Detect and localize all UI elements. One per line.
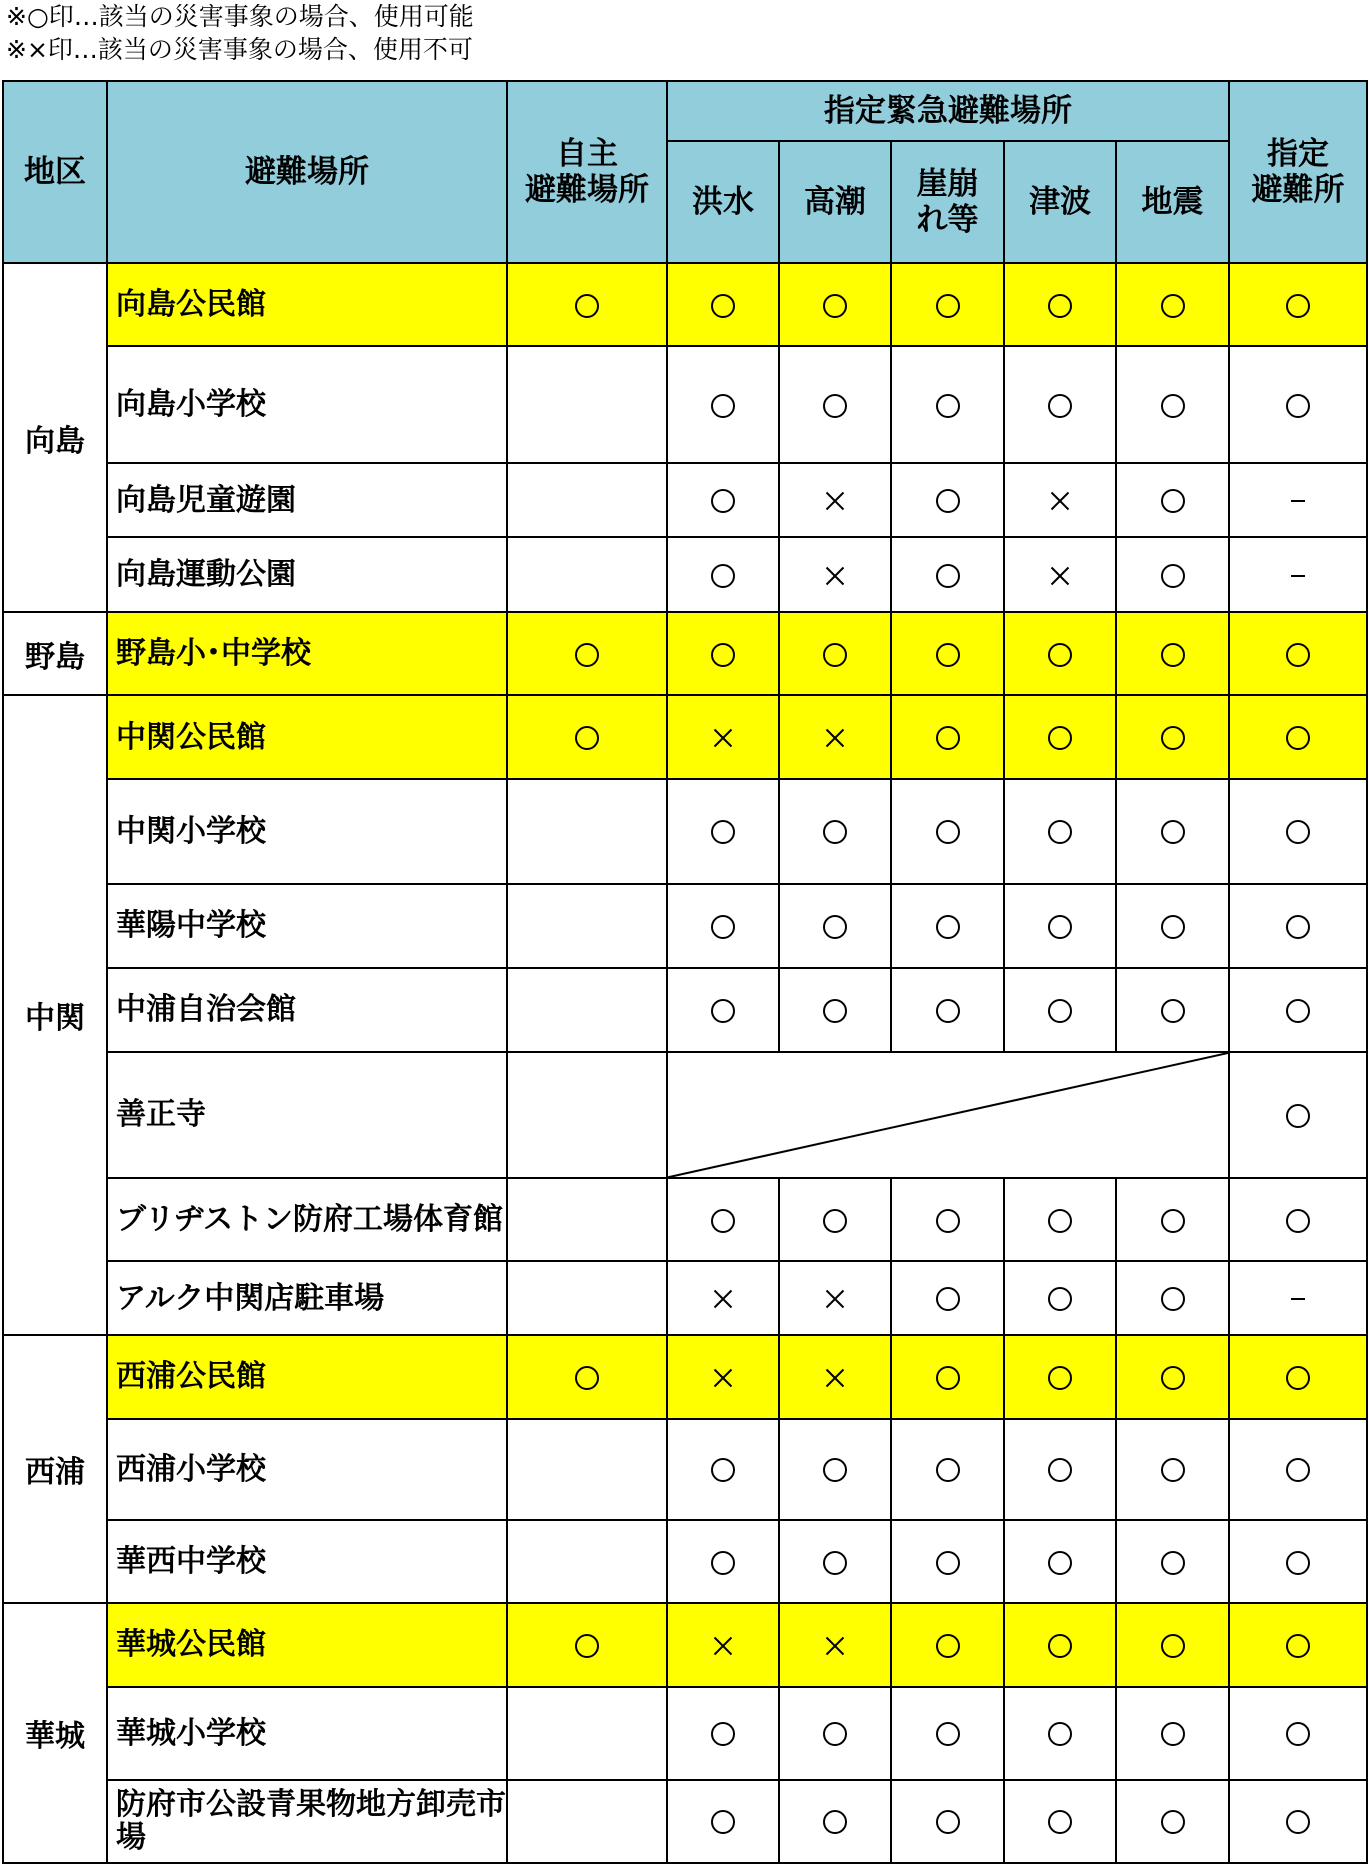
mark-cell-designated	[1229, 1052, 1367, 1178]
circle-mark-icon	[823, 1810, 847, 1834]
header-landslide-line2: れ等	[916, 202, 979, 238]
circle-mark-icon	[936, 999, 960, 1023]
mark-cell-voluntary	[507, 1178, 667, 1261]
shelter-name-cell: 中浦自治会館	[107, 968, 507, 1051]
circle-mark-icon	[711, 643, 735, 667]
circle-mark-icon	[936, 1458, 960, 1482]
circle-mark-icon	[1048, 915, 1072, 939]
dash-mark-icon	[1291, 575, 1305, 577]
header-tsunami: 津波	[1004, 141, 1116, 263]
cross-mark-icon	[823, 489, 847, 513]
table-row	[3, 1780, 1367, 1863]
cross-mark-icon	[1048, 564, 1072, 588]
district-cell: 西浦	[3, 1335, 107, 1603]
mark-cell-tsunami	[1004, 1419, 1116, 1520]
circle-mark-icon	[575, 1366, 599, 1390]
mark-cell-landslide	[891, 1780, 1004, 1863]
mark-cell-high-tide	[779, 1603, 891, 1686]
mark-cell-voluntary	[507, 1261, 667, 1335]
header-shelter	[107, 81, 507, 263]
table-row	[3, 884, 1367, 969]
circle-mark-icon	[1048, 294, 1072, 318]
legend-note-cross: ※×印…該当の災害事象の場合、使用不可	[6, 35, 473, 64]
mark-cell-flood	[667, 968, 779, 1051]
circle-mark-icon	[711, 999, 735, 1023]
circle-mark-icon	[823, 820, 847, 844]
mark-cell-tsunami	[1004, 537, 1116, 612]
mark-cell-designated	[1229, 1335, 1367, 1418]
circle-mark-icon	[1048, 1634, 1072, 1658]
mark-cell-flood	[667, 1687, 779, 1780]
table-row	[3, 1335, 1367, 1418]
circle-mark-icon	[936, 915, 960, 939]
mark-cell-high-tide	[779, 1335, 891, 1418]
mark-cell-high-tide	[779, 612, 891, 695]
mark-cell-tsunami	[1004, 884, 1116, 969]
circle-mark-icon	[1286, 726, 1310, 750]
circle-mark-icon	[1048, 820, 1072, 844]
circle-mark-icon	[1286, 1366, 1310, 1390]
shelter-name-cell: 華城小学校	[107, 1687, 507, 1780]
circle-mark-icon	[1161, 915, 1185, 939]
mark-cell-tsunami	[1004, 1687, 1116, 1780]
circle-mark-icon	[1048, 1551, 1072, 1575]
circle-mark-icon	[936, 489, 960, 513]
circle-mark-icon	[1286, 1551, 1310, 1575]
circle-mark-icon	[711, 1810, 735, 1834]
mark-cell-earthquake	[1116, 612, 1229, 695]
circle-mark-icon	[1048, 1366, 1072, 1390]
table-row	[3, 263, 1367, 346]
mark-cell-designated	[1229, 1687, 1367, 1780]
cross-mark-icon	[823, 1634, 847, 1658]
mark-cell-voluntary	[507, 779, 667, 884]
shelter-name-cell: 向島公民館	[107, 263, 507, 346]
circle-mark-icon	[1161, 999, 1185, 1023]
mark-cell-landslide	[891, 1419, 1004, 1520]
mark-cell-high-tide	[779, 346, 891, 463]
circle-mark-icon	[711, 564, 735, 588]
shelter-name-cell: 向島運動公園	[107, 537, 507, 612]
district-cell: 向島	[3, 263, 107, 612]
mark-cell-high-tide	[779, 537, 891, 612]
circle-mark-icon	[711, 1722, 735, 1746]
mark-cell-high-tide	[779, 968, 891, 1051]
mark-cell-landslide	[891, 612, 1004, 695]
table-row	[3, 1419, 1367, 1520]
mark-cell-voluntary	[507, 1520, 667, 1603]
legend-notes	[6, 0, 474, 66]
table-row	[3, 346, 1367, 463]
circle-mark-icon	[1161, 1209, 1185, 1233]
mark-cell-landslide	[891, 1261, 1004, 1335]
mark-cell-voluntary	[507, 463, 667, 537]
circle-mark-icon	[711, 294, 735, 318]
circle-mark-icon	[711, 915, 735, 939]
mark-cell-designated	[1229, 346, 1367, 463]
shelter-name-cell: 向島児童遊園	[107, 463, 507, 537]
circle-mark-icon	[823, 1458, 847, 1482]
mark-cell-flood	[667, 1178, 779, 1261]
circle-mark-icon	[1048, 643, 1072, 667]
mark-cell-voluntary	[507, 1780, 667, 1863]
circle-mark-icon	[1286, 294, 1310, 318]
mark-cell-flood	[667, 263, 779, 346]
shelter-name-cell: 善正寺	[107, 1052, 507, 1178]
circle-mark-icon	[1048, 1810, 1072, 1834]
mark-cell-voluntary	[507, 884, 667, 969]
circle-mark-icon	[711, 394, 735, 418]
circle-mark-icon	[1286, 394, 1310, 418]
mark-cell-designated	[1229, 968, 1367, 1051]
circle-mark-icon	[936, 726, 960, 750]
mark-cell-earthquake	[1116, 463, 1229, 537]
mark-cell-flood	[667, 1603, 779, 1686]
circle-mark-icon	[1161, 643, 1185, 667]
cross-mark-icon	[711, 1366, 735, 1390]
mark-cell-earthquake	[1116, 1687, 1229, 1780]
mark-cell-landslide	[891, 463, 1004, 537]
shelter-name-cell: 防府市公設青果物地方卸売市場	[107, 1780, 507, 1863]
mark-cell-high-tide	[779, 1178, 891, 1261]
mark-cell-designated	[1229, 779, 1367, 884]
circle-mark-icon	[1048, 394, 1072, 418]
mark-cell-designated	[1229, 463, 1367, 537]
shelter-name-cell: 西浦公民館	[107, 1335, 507, 1418]
mark-cell-earthquake	[1116, 1178, 1229, 1261]
mark-cell-designated	[1229, 1261, 1367, 1335]
mark-cell-landslide	[891, 884, 1004, 969]
mark-cell-earthquake	[1116, 695, 1229, 778]
mark-cell-voluntary	[507, 537, 667, 612]
cross-mark-icon	[711, 726, 735, 750]
table-row	[3, 463, 1367, 537]
circle-mark-icon	[1161, 294, 1185, 318]
mark-cell-flood	[667, 346, 779, 463]
circle-mark-icon	[1048, 1209, 1072, 1233]
circle-mark-icon	[1161, 564, 1185, 588]
mark-cell-tsunami	[1004, 968, 1116, 1051]
circle-mark-icon	[1048, 999, 1072, 1023]
shelter-name-cell: 華西中学校	[107, 1520, 507, 1603]
header-flood: 洪水	[667, 141, 779, 263]
header-designated-emergency: 指定緊急避難場所	[667, 81, 1229, 141]
mark-cell-earthquake	[1116, 1780, 1229, 1863]
diagonal-line-icon	[668, 1053, 1228, 1177]
mark-cell-high-tide	[779, 263, 891, 346]
mark-cell-flood	[667, 1419, 779, 1520]
header-district: 地区	[3, 81, 107, 263]
mark-cell-tsunami	[1004, 612, 1116, 695]
shelter-name-cell: 中関公民館	[107, 695, 507, 778]
circle-mark-icon	[1161, 726, 1185, 750]
circle-mark-icon	[711, 1209, 735, 1233]
dash-mark-icon	[1291, 1298, 1305, 1300]
district-cell: 野島	[3, 612, 107, 695]
mark-cell-flood	[667, 884, 779, 969]
circle-mark-icon	[936, 1551, 960, 1575]
circle-mark-icon	[1286, 1810, 1310, 1834]
circle-mark-icon	[1286, 643, 1310, 667]
mark-cell-voluntary	[507, 346, 667, 463]
circle-mark-icon	[1286, 1458, 1310, 1482]
mark-cell-high-tide	[779, 463, 891, 537]
mark-cell-high-tide	[779, 1419, 891, 1520]
circle-mark-icon	[936, 1722, 960, 1746]
circle-mark-icon	[1048, 726, 1072, 750]
table-row	[3, 779, 1367, 884]
cross-mark-icon	[823, 564, 847, 588]
mark-cell-flood	[667, 779, 779, 884]
cross-mark-icon	[823, 726, 847, 750]
mark-cell-designated	[1229, 884, 1367, 969]
mark-cell-earthquake	[1116, 1261, 1229, 1335]
cross-mark-icon	[711, 1287, 735, 1311]
circle-mark-icon	[575, 643, 599, 667]
mark-cell-high-tide	[779, 779, 891, 884]
mark-cell-landslide	[891, 346, 1004, 463]
header-voluntary	[507, 81, 667, 263]
mark-cell-voluntary	[507, 1687, 667, 1780]
mark-cell-earthquake	[1116, 1603, 1229, 1686]
mark-cell-flood	[667, 1335, 779, 1418]
mark-cell-earthquake	[1116, 1419, 1229, 1520]
circle-mark-icon	[1161, 1458, 1185, 1482]
mark-cell-flood	[667, 537, 779, 612]
circle-mark-icon	[1161, 1634, 1185, 1658]
shelter-name-cell: 華陽中学校	[107, 884, 507, 969]
header-shelter-label: 避難場所	[245, 154, 369, 190]
mark-cell-tsunami	[1004, 346, 1116, 463]
mark-cell-designated	[1229, 1520, 1367, 1603]
mark-cell-voluntary	[507, 263, 667, 346]
circle-mark-icon	[1048, 1287, 1072, 1311]
header-voluntary-line2: 避難場所	[525, 172, 649, 208]
mark-cell-landslide	[891, 263, 1004, 346]
mark-cell-flood	[667, 1520, 779, 1603]
mark-cell-voluntary	[507, 1603, 667, 1686]
circle-mark-icon	[823, 915, 847, 939]
district-cell: 華城	[3, 1603, 107, 1863]
cross-mark-icon	[1048, 489, 1072, 513]
circle-mark-icon	[711, 489, 735, 513]
mark-cell-landslide	[891, 1603, 1004, 1686]
mark-cell-tsunami	[1004, 1780, 1116, 1863]
circle-mark-icon	[575, 1634, 599, 1658]
table-row	[3, 1261, 1367, 1335]
circle-mark-icon	[823, 294, 847, 318]
shelter-name-cell: 野島小･中学校	[107, 612, 507, 695]
mark-cell-flood	[667, 1780, 779, 1863]
mark-cell-high-tide	[779, 695, 891, 778]
circle-mark-icon	[1286, 1722, 1310, 1746]
mark-cell-landslide	[891, 1178, 1004, 1261]
mark-cell-designated	[1229, 1603, 1367, 1686]
mark-cell-high-tide	[779, 1520, 891, 1603]
mark-cell-flood	[667, 695, 779, 778]
mark-cell-flood	[667, 463, 779, 537]
mark-cell-tsunami	[1004, 695, 1116, 778]
circle-mark-icon	[1161, 1366, 1185, 1390]
header-designated	[1229, 81, 1367, 263]
header-designated-line1: 指定	[1267, 136, 1329, 172]
shelter-name-cell: 華城公民館	[107, 1603, 507, 1686]
cross-mark-icon	[823, 1366, 847, 1390]
circle-mark-icon	[936, 1810, 960, 1834]
dash-mark-icon	[1291, 500, 1305, 502]
table-row	[3, 537, 1367, 612]
header-landslide-line1: 崖崩	[916, 166, 979, 202]
mark-cell-tsunami	[1004, 263, 1116, 346]
mark-cell-landslide	[891, 695, 1004, 778]
circle-mark-icon	[1161, 394, 1185, 418]
table-row	[3, 1052, 1367, 1178]
mark-cell-landslide	[891, 1687, 1004, 1780]
circle-mark-icon	[575, 726, 599, 750]
mark-cell-tsunami	[1004, 1520, 1116, 1603]
mark-cell-voluntary	[507, 1419, 667, 1520]
circle-mark-icon	[711, 820, 735, 844]
mark-cell-landslide	[891, 1520, 1004, 1603]
mark-cell-landslide	[891, 968, 1004, 1051]
mark-cell-earthquake	[1116, 884, 1229, 969]
circle-mark-icon	[1286, 1104, 1310, 1128]
shelter-name-cell: 中関小学校	[107, 779, 507, 884]
mark-cell-earthquake	[1116, 537, 1229, 612]
district-cell: 中関	[3, 695, 107, 1335]
mark-cell-earthquake	[1116, 263, 1229, 346]
mark-cell-tsunami	[1004, 1178, 1116, 1261]
mark-cell-voluntary	[507, 1052, 667, 1178]
circle-mark-icon	[1161, 1810, 1185, 1834]
mark-cell-earthquake	[1116, 779, 1229, 884]
header-earthquake: 地震	[1116, 141, 1229, 263]
table-row	[3, 695, 1367, 778]
circle-mark-icon	[936, 1366, 960, 1390]
circle-mark-icon	[823, 643, 847, 667]
circle-mark-icon	[936, 820, 960, 844]
mark-cell-tsunami	[1004, 1335, 1116, 1418]
table-row	[3, 1178, 1367, 1261]
mark-cell-designated	[1229, 1780, 1367, 1863]
mark-cell-voluntary	[507, 1335, 667, 1418]
not-applicable-diagonal-cell	[667, 1052, 1229, 1178]
header-voluntary-line1: 自主	[556, 136, 618, 172]
mark-cell-high-tide	[779, 1780, 891, 1863]
circle-mark-icon	[936, 1287, 960, 1311]
circle-mark-icon	[1048, 1722, 1072, 1746]
table-body	[3, 263, 1367, 1863]
table-row	[3, 1603, 1367, 1686]
mark-cell-earthquake	[1116, 346, 1229, 463]
mark-cell-earthquake	[1116, 968, 1229, 1051]
circle-mark-icon	[823, 1551, 847, 1575]
circle-mark-icon	[823, 1722, 847, 1746]
circle-mark-icon	[1161, 1722, 1185, 1746]
shelter-table	[2, 80, 1368, 1864]
mark-cell-high-tide	[779, 1261, 891, 1335]
mark-cell-tsunami	[1004, 1603, 1116, 1686]
circle-mark-icon	[1161, 489, 1185, 513]
mark-cell-designated	[1229, 612, 1367, 695]
mark-cell-voluntary	[507, 695, 667, 778]
mark-cell-voluntary	[507, 612, 667, 695]
circle-mark-icon	[936, 643, 960, 667]
mark-cell-voluntary	[507, 968, 667, 1051]
circle-mark-icon	[1161, 1287, 1185, 1311]
cross-mark-icon	[711, 1634, 735, 1658]
circle-mark-icon	[1286, 820, 1310, 844]
table-row	[3, 1520, 1367, 1603]
header-designated-line2: 避難所	[1251, 172, 1345, 208]
mark-cell-tsunami	[1004, 463, 1116, 537]
table-row	[3, 968, 1367, 1051]
circle-mark-icon	[823, 1209, 847, 1233]
mark-cell-landslide	[891, 537, 1004, 612]
circle-mark-icon	[1286, 1634, 1310, 1658]
circle-mark-icon	[1161, 820, 1185, 844]
mark-cell-tsunami	[1004, 1261, 1116, 1335]
mark-cell-designated	[1229, 695, 1367, 778]
mark-cell-earthquake	[1116, 1520, 1229, 1603]
mark-cell-tsunami	[1004, 779, 1116, 884]
circle-mark-icon	[1286, 915, 1310, 939]
circle-mark-icon	[1048, 1458, 1072, 1482]
mark-cell-flood	[667, 612, 779, 695]
mark-cell-designated	[1229, 1419, 1367, 1520]
circle-mark-icon	[936, 1634, 960, 1658]
circle-mark-icon	[936, 294, 960, 318]
circle-mark-icon	[936, 394, 960, 418]
mark-cell-landslide	[891, 779, 1004, 884]
shelter-name-cell: 西浦小学校	[107, 1419, 507, 1520]
circle-mark-icon	[1161, 1551, 1185, 1575]
circle-mark-icon	[936, 564, 960, 588]
mark-cell-designated	[1229, 263, 1367, 346]
mark-cell-flood	[667, 1261, 779, 1335]
legend-note-circle: ※○印…該当の災害事象の場合、使用可能	[6, 2, 474, 31]
circle-mark-icon	[823, 394, 847, 418]
mark-cell-designated	[1229, 1178, 1367, 1261]
table-row	[3, 1687, 1367, 1780]
table-row	[3, 612, 1367, 695]
circle-mark-icon	[575, 294, 599, 318]
circle-mark-icon	[1286, 1209, 1310, 1233]
circle-mark-icon	[711, 1551, 735, 1575]
header-high-tide: 高潮	[779, 141, 891, 263]
mark-cell-high-tide	[779, 1687, 891, 1780]
shelter-name-cell: 向島小学校	[107, 346, 507, 463]
mark-cell-designated	[1229, 537, 1367, 612]
shelter-name-cell: ブリヂストン防府工場体育館	[107, 1178, 507, 1261]
header-landslide	[891, 141, 1004, 263]
circle-mark-icon	[823, 999, 847, 1023]
mark-cell-landslide	[891, 1335, 1004, 1418]
mark-cell-earthquake	[1116, 1335, 1229, 1418]
shelter-name-cell: アルク中関店駐車場	[107, 1261, 507, 1335]
circle-mark-icon	[936, 1209, 960, 1233]
mark-cell-high-tide	[779, 884, 891, 969]
circle-mark-icon	[711, 1458, 735, 1482]
cross-mark-icon	[823, 1287, 847, 1311]
circle-mark-icon	[1286, 999, 1310, 1023]
